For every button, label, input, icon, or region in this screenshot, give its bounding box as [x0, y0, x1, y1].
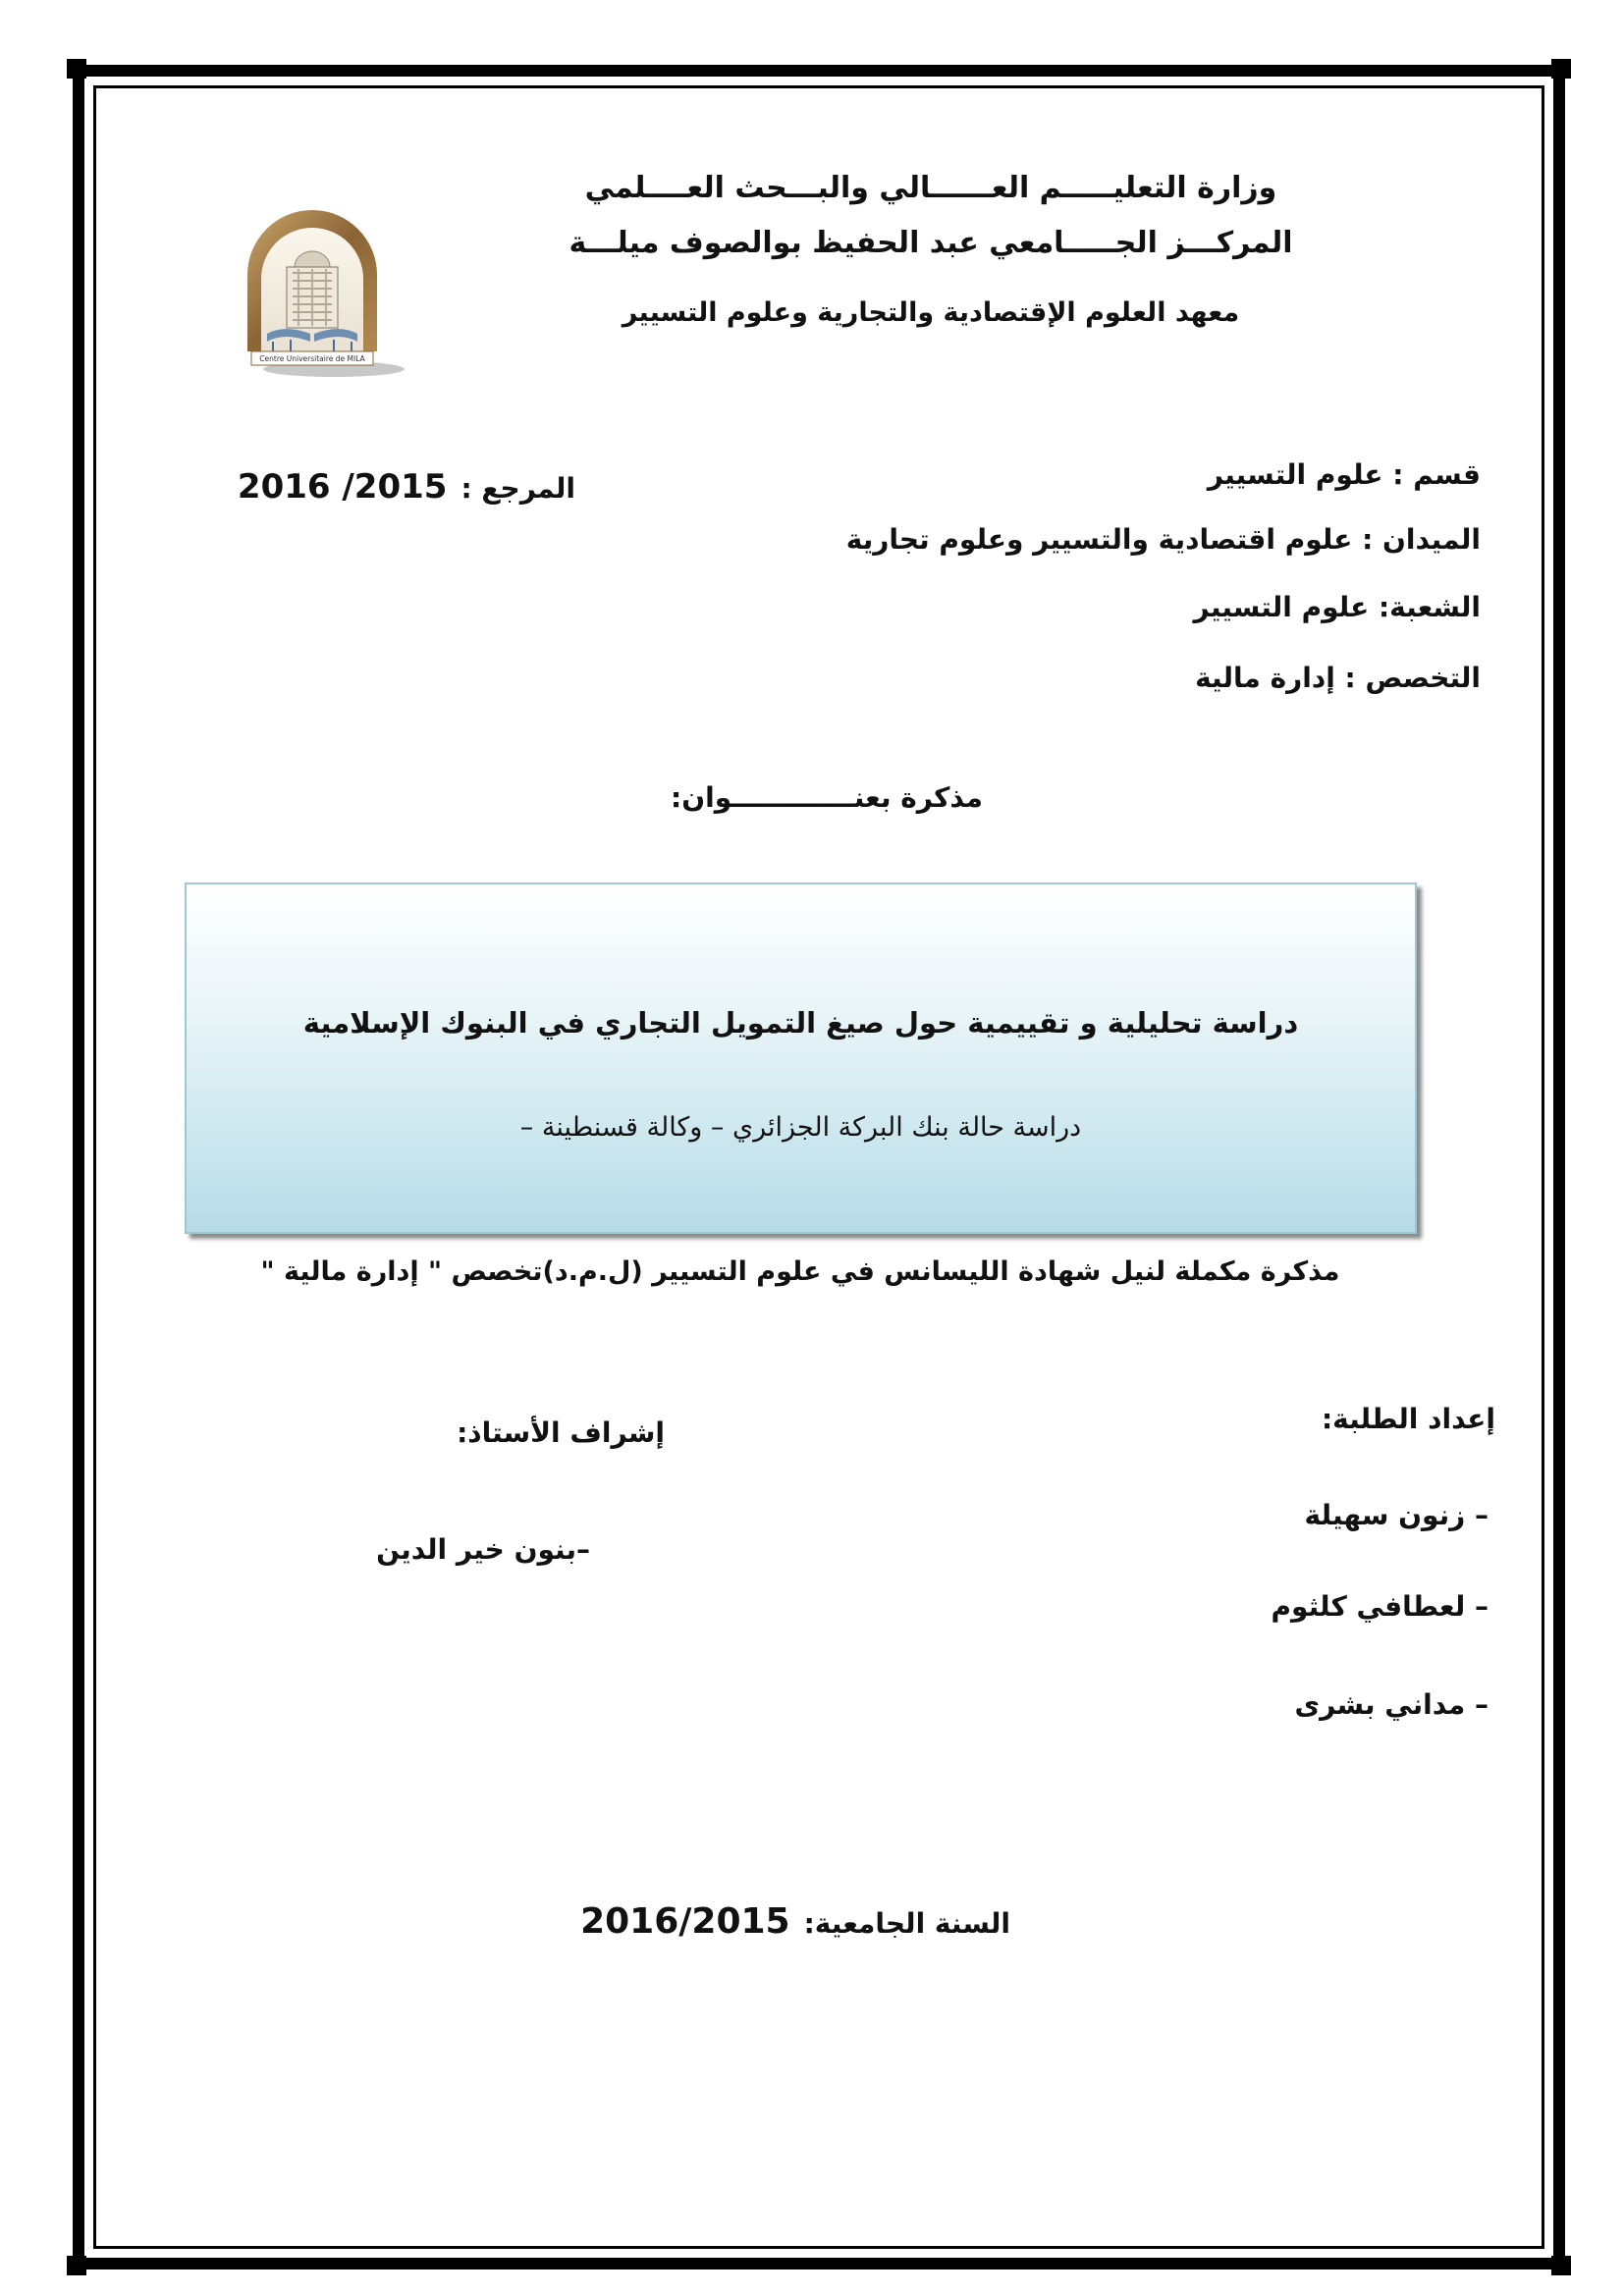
department-line: قسم : علوم التسيير [1207, 458, 1481, 491]
institute-line: معهد العلوم الإقتصادية والتجارية وعلوم التسيير [622, 297, 1240, 328]
reference-line [238, 463, 575, 516]
thesis-subtitle: دراسة حالة بنك البركة الجزائري – وكالة قسنطينة – [519, 1112, 1082, 1143]
university-line: المركـــز الجـــــامعي عبد الحفيظ بوالصوف ميلـــة [568, 226, 1293, 260]
student-name: – زنون سهيلة [1304, 1499, 1489, 1531]
student-name: – مداني بشرى [1294, 1688, 1489, 1721]
academic-year-line [550, 1897, 1041, 1952]
specialty-line: التخصص : إدارة مالية [1195, 662, 1481, 694]
frame-corner-top-right [1551, 59, 1571, 79]
logo-caption: Centre Universitaire de MILA [259, 354, 365, 363]
frame-corner-bottom-left [67, 2256, 86, 2275]
ministry-line: وزارة التعليـــــم العــــــالي والبـــحث العــــلمي [584, 171, 1277, 205]
university-logo [226, 204, 408, 379]
frame-corner-top-left [67, 59, 86, 79]
field-line: الميدان : علوم اقتصادية والتسيير وعلوم تجارية [845, 523, 1481, 556]
academic-year-label: السنة الجامعية: [803, 1907, 1010, 1940]
academic-year-value: 2016/2015 [580, 1901, 790, 1942]
title-box [185, 882, 1417, 1234]
reference-label: المرجع : [460, 472, 575, 505]
thesis-title: دراسة تحليلية و تقييمية حول صيغ التمويل التجاري في البنوك الإسلامية [302, 1006, 1299, 1040]
degree-note: مذكرة مكملة لنيل شهادة الليسانس في علوم التسيير (ل.م.د)تخصص " إدارة مالية " [260, 1256, 1340, 1287]
frame-corner-bottom-right [1551, 2256, 1571, 2275]
student-name: – لعطافي كلثوم [1271, 1590, 1489, 1623]
memo-title-label: مذكرة بعنـــــــــــــوان: [671, 781, 983, 814]
students-label: إعداد الطلبة: [1321, 1403, 1495, 1435]
supervisor-label: إشراف الأستاذ: [457, 1416, 665, 1449]
branch-line: الشعبة: علوم التسيير [1193, 591, 1481, 623]
reference-value: 2016 /2015 [237, 467, 448, 507]
supervisor-name: –بنون خير الدين [376, 1533, 590, 1566]
